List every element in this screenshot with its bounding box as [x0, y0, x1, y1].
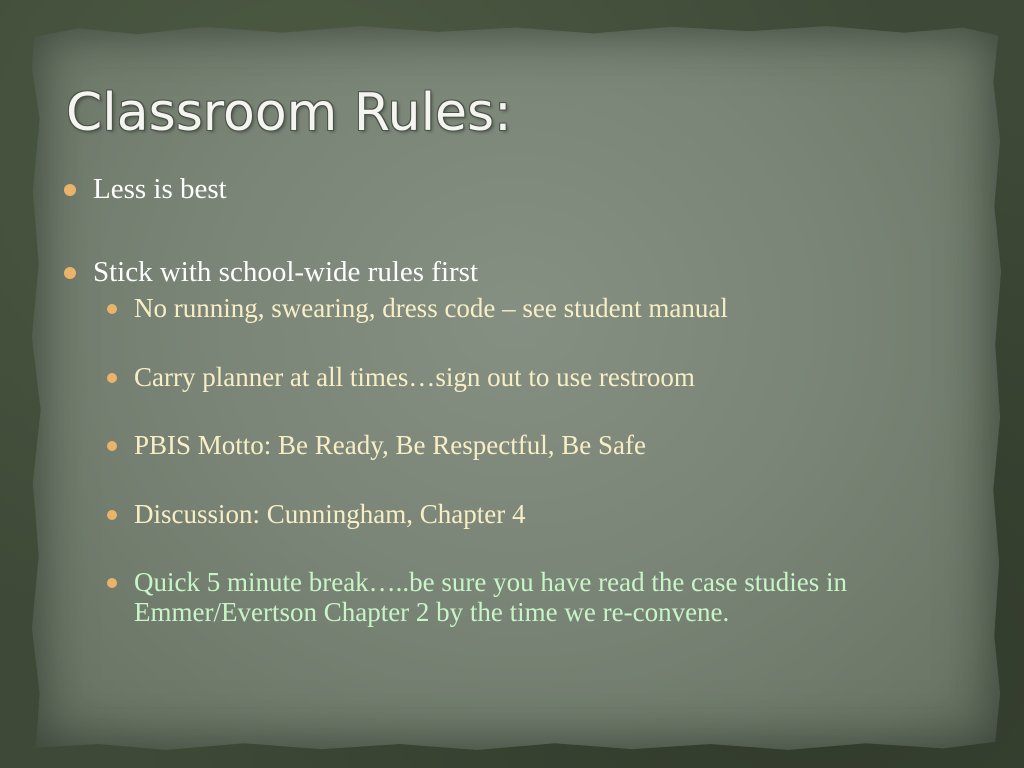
sub-bullet-item — [134, 293, 728, 323]
bullet-dot-icon — [107, 578, 117, 588]
sub-bullet-item-highlight — [134, 567, 894, 627]
bullet-item — [93, 172, 227, 206]
sub-bullet-text: PBIS Motto: Be Ready, Be Respectful, Be Safe — [134, 430, 646, 460]
bullet-dot-icon — [64, 184, 76, 196]
sub-bullet-item — [134, 362, 695, 392]
sub-bullet-item — [134, 499, 525, 529]
sub-bullet-item — [134, 430, 646, 460]
bullet-text: Stick with school-wide rules first — [93, 256, 479, 288]
bullet-dot-icon — [107, 441, 117, 451]
bullet-dot-icon — [107, 510, 117, 520]
slide-title: Classroom Rules: — [66, 83, 512, 143]
bullet-dot-icon — [107, 304, 117, 314]
sub-bullet-text: Quick 5 minute break…..be sure you have read the case studies in Emmer/Evertson Chapter 2 by the time we re-convene. — [134, 567, 848, 627]
bullet-item — [93, 255, 478, 289]
bullet-dot-icon — [107, 373, 117, 383]
bullet-text: Less is best — [93, 173, 227, 205]
sub-bullet-text: No running, swearing, dress code – see student manual — [134, 293, 728, 323]
bullet-dot-icon — [64, 267, 76, 279]
sub-bullet-text: Discussion: Cunningham, Chapter 4 — [134, 499, 526, 529]
sub-bullet-text: Carry planner at all times…sign out to use restroom — [134, 362, 695, 392]
